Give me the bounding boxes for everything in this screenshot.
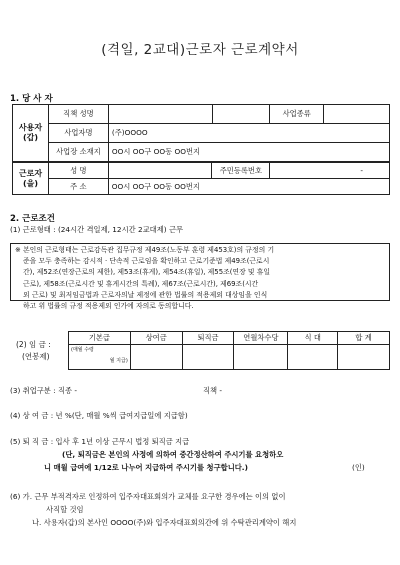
company-label: 사업자명 <box>48 124 108 143</box>
wage-header: 합 계 <box>338 332 390 345</box>
worker-group-label: 근로자 (을) <box>13 163 49 195</box>
page-title: (격일, 2교대)근로자 근로계약서 <box>101 42 299 58</box>
wage-header: 연월차수당 <box>234 332 288 345</box>
rrn-value: - <box>270 163 390 179</box>
notice-line: ※ 본인의 근로형태는 근로감독관 집무규정 제49조(노동부 훈령 제453호)의 규정의 기 <box>15 246 275 254</box>
rep-gap <box>212 105 270 124</box>
seal-mark: (인) <box>352 463 365 472</box>
wage-cell <box>338 345 390 370</box>
clause-6a-line2: 사직할 것임 <box>46 505 84 514</box>
rep-label: 직책 성명 <box>48 105 108 124</box>
wage-header: 식 대 <box>288 332 338 345</box>
company-value: (주)OOOO <box>108 124 389 143</box>
worker-name-label: 성 명 <box>48 163 108 179</box>
industry-value <box>324 105 390 124</box>
worker-name-value <box>108 163 212 179</box>
severance-note-2: 니 매월 급여에 1/12로 나누어 지급하여 주시기를 청구합니다.) <box>44 463 248 472</box>
wage-cell <box>130 345 182 370</box>
industry-label: 사업종류 <box>270 105 324 124</box>
job-type-line: (3) 취업구분 : 직종 - <box>10 386 77 395</box>
exemption-notice <box>10 243 390 311</box>
employer-group-label: 사용자 (갑) <box>13 105 49 162</box>
job-title-line: 직책 - <box>203 386 223 395</box>
wage-header: 기본급 <box>69 332 131 345</box>
worker-table <box>12 162 390 195</box>
notice-line: 준을 모두 충족하는 감시적 · 단속적 근로임을 확인하고 근로기준법 제49조(근로시 <box>23 257 270 266</box>
rep-value <box>108 105 212 124</box>
section-parties-heading: 1. 당 사 자 <box>10 94 53 104</box>
wage-cell <box>182 345 234 370</box>
notice-line: 근로), 제58조(근로시간 및 휴게시간의 특례), 제67조(근로시간), 제69조(시간 <box>23 279 259 288</box>
wage-label-line2: (연봉제) <box>22 352 50 361</box>
notice-line: 외 근로) 및 최저임금법과 근로자의날 제정에 관한 법률의 적용제외 대상임을 인식 <box>23 290 268 299</box>
wage-table <box>68 331 390 370</box>
base-pay-sub1: (매월 수령 <box>71 347 94 353</box>
wage-label-line1: (2) 임 금 : <box>16 340 51 349</box>
address-label: 사업장 소재지 <box>48 143 108 162</box>
notice-line: 간), 제52조(연장근로의 제한), 제53조(휴게), 제54조(휴일), 제55조(연장 및 휴일 <box>23 268 271 277</box>
worker-address-value: OO시 OO구 OO동 OO번지 <box>108 179 389 195</box>
severance-line: (5) 퇴 직 금 : 입사 후 1년 이상 근무시 법정 퇴직금 지급 <box>10 437 190 446</box>
section-conditions-heading: 2. 근로조건 <box>10 214 55 224</box>
clause-6b-line: 나. 사용자(갑)의 본사인 OOOO(주)와 입주자대표회의간에 위 수탁관리계약이 해지 <box>32 518 297 527</box>
rrn-label: 주민등록번호 <box>212 163 270 179</box>
notice-line: 하고 위 법률의 규정 적용제외 인가에 자의로 동의합니다. <box>23 302 194 311</box>
worker-address-label: 주 소 <box>48 179 108 195</box>
clause-6a-line1: (6) 가. 근무 부적격자로 인정하여 입주자대표회의가 교체를 요구한 경우에는 이의 없이 <box>10 492 286 501</box>
severance-note-1: (단, 퇴직금은 본인의 사정에 의하여 중간정산하여 주시기를 요청하오 <box>62 450 284 459</box>
base-pay-sub2: 월 지급) <box>109 358 128 364</box>
base-pay-cell <box>69 345 131 370</box>
address-value: OO시 OO구 OO동 OO번지 <box>108 143 389 162</box>
wage-cell <box>288 345 338 370</box>
work-type-line: (1) 근로형태 : (24시간 격일제, 12시간 2교대제) 근무 <box>10 225 184 234</box>
bonus-line: (4) 상 여 금 : 년 %(단, 매월 %씩 급여지급일에 지급함) <box>10 411 188 420</box>
wage-header: 퇴직금 <box>182 332 234 345</box>
wage-cell <box>234 345 288 370</box>
wage-label <box>16 339 51 363</box>
employer-table <box>12 104 390 162</box>
wage-header: 상여금 <box>130 332 182 345</box>
